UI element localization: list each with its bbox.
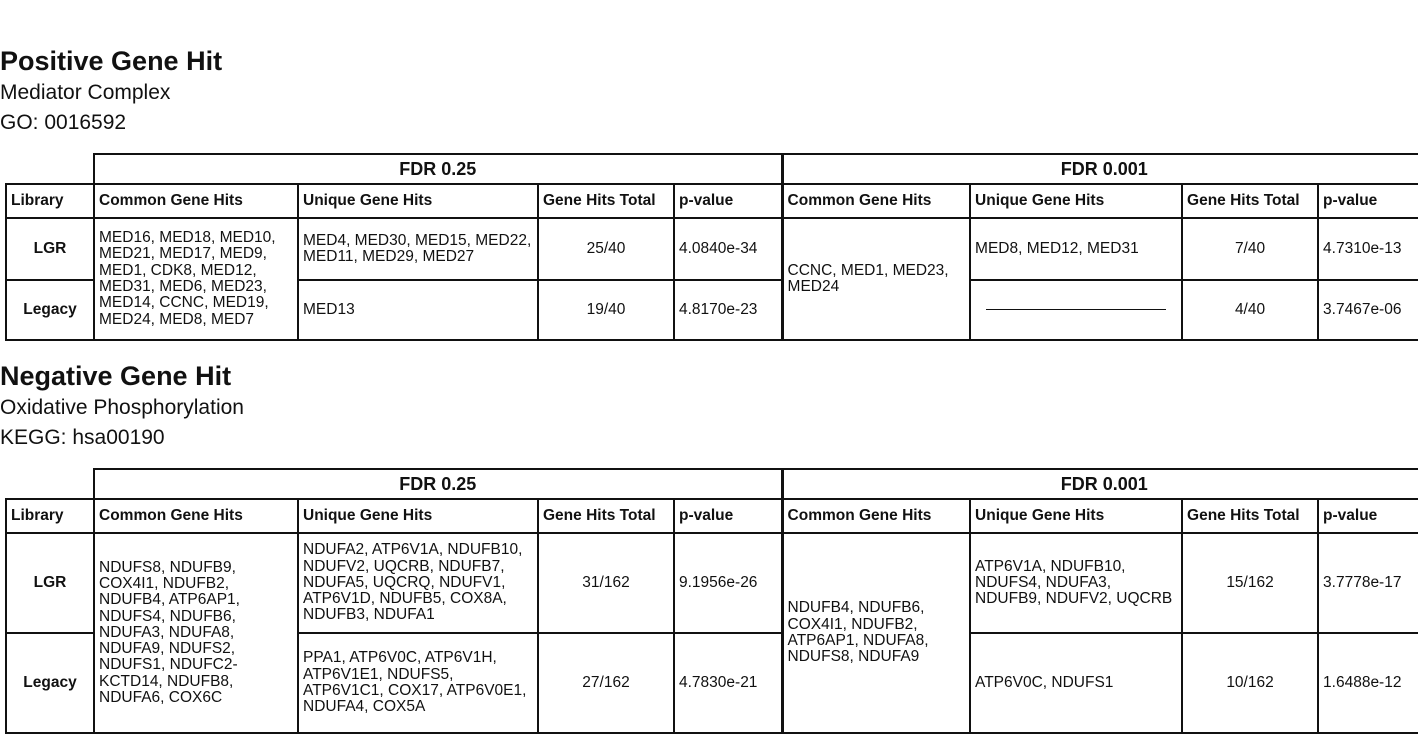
library-cell: Legacy [6,280,94,340]
library-header: Library [6,184,94,218]
p-value-cell: 1.6488e-12 [1318,633,1418,733]
hits-total-cell: 4/40 [1182,280,1318,340]
column-header-row [6,499,1418,533]
column-header-row [6,184,1418,218]
hits-total-cell: 15/162 [1182,533,1318,633]
table-row [6,218,1418,280]
p-value-header: p-value [674,499,782,533]
unique-hits-header: Unique Gene Hits [970,499,1182,533]
p-value-cell: 3.7467e-06 [1318,280,1418,340]
negative-kegg-id: KEGG: hsa00190 [0,426,165,449]
positive-table [5,153,1418,341]
hits-total-cell: 7/40 [1182,218,1318,280]
common-hits-header: Common Gene Hits [94,499,298,533]
table-row [6,533,1418,633]
unique-hits-header: Unique Gene Hits [970,184,1182,218]
negative-title: Negative Gene Hit [0,361,232,391]
p-value-header: p-value [1318,184,1418,218]
fdr-header-row [6,154,1418,184]
library-cell: LGR [6,218,94,280]
negative-table [5,468,1418,734]
hits-total-cell: 31/162 [538,533,674,633]
p-value-cell: 3.7778e-17 [1318,533,1418,633]
hits-total-cell: 19/40 [538,280,674,340]
unique-hits-cell: MED4, MED30, MED15, MED22, MED11, MED29, MED27 [298,218,538,280]
library-cell: Legacy [6,633,94,733]
fdr-0001-header: FDR 0.001 [782,154,1418,184]
fdr-025-header: FDR 0.25 [94,469,782,499]
p-value-cell: 9.1956e-26 [674,533,782,633]
positive-go-id: GO: 0016592 [0,111,127,134]
common-hits-cell: NDUFS8, NDUFB9, COX4I1, NDUFB2, NDUFB4, ATP6AP1, NDUFS4, NDUFB6, NDUFA3, NDUFA8, NDUFA9, NDUFS2, NDUFS1, NDUFC2-KCTD14, NDUFB8, NDUFA6, COX6C [94,533,298,733]
library-cell: LGR [6,533,94,633]
p-value-cell: 4.0840e-34 [674,218,782,280]
hits-total-header: Gene Hits Total [1182,499,1318,533]
unique-hits-cell: MED13 [298,280,538,340]
common-hits-header: Common Gene Hits [782,499,970,533]
unique-hits-header: Unique Gene Hits [298,184,538,218]
fdr-0001-header: FDR 0.001 [782,469,1418,499]
positive-title: Positive Gene Hit [0,46,223,76]
common-hits-header: Common Gene Hits [94,184,298,218]
blank-cell [6,469,94,499]
empty-dash [986,309,1166,310]
empty-unique-hits-cell [970,280,1182,340]
hits-total-cell: 27/162 [538,633,674,733]
hits-total-header: Gene Hits Total [1182,184,1318,218]
common-hits-header: Common Gene Hits [782,184,970,218]
hits-total-header: Gene Hits Total [538,184,674,218]
library-header: Library [6,499,94,533]
unique-hits-cell: PPA1, ATP6V0C, ATP6V1H, ATP6V1E1, NDUFS5, ATP6V1C1, COX17, ATP6V0E1, NDUFA4, COX5A [298,633,538,733]
positive-subtitle: Mediator Complex [0,81,171,104]
p-value-header: p-value [1318,499,1418,533]
p-value-cell: 4.8170e-23 [674,280,782,340]
common-hits-cell: NDUFB4, NDUFB6, COX4I1, NDUFB2, ATP6AP1, NDUFA8, NDUFS8, NDUFA9 [782,533,970,733]
fdr-025-header: FDR 0.25 [94,154,782,184]
unique-hits-cell: NDUFA2, ATP6V1A, NDUFB10, NDUFV2, UQCRB, NDUFB7, NDUFA5, UQCRQ, NDUFV1, ATP6V1D, NDUFB5, COX8A, NDUFB3, NDUFA1 [298,533,538,633]
negative-subtitle: Oxidative Phosphorylation [0,396,244,419]
common-hits-cell: CCNC, MED1, MED23, MED24 [782,218,970,340]
p-value-header: p-value [674,184,782,218]
fdr-header-row [6,469,1418,499]
unique-hits-cell: ATP6V0C, NDUFS1 [970,633,1182,733]
hits-total-cell: 25/40 [538,218,674,280]
hits-total-cell: 10/162 [1182,633,1318,733]
p-value-cell: 4.7310e-13 [1318,218,1418,280]
unique-hits-cell: MED8, MED12, MED31 [970,218,1182,280]
blank-cell [6,154,94,184]
p-value-cell: 4.7830e-21 [674,633,782,733]
hits-total-header: Gene Hits Total [538,499,674,533]
unique-hits-header: Unique Gene Hits [298,499,538,533]
unique-hits-cell: ATP6V1A, NDUFB10, NDUFS4, NDUFA3, NDUFB9, NDUFV2, UQCRB [970,533,1182,633]
common-hits-cell: MED16, MED18, MED10, MED21, MED17, MED9, MED1, CDK8, MED12, MED31, MED6, MED23, MED14, CCNC, MED19, MED24, MED8, MED7 [94,218,298,340]
